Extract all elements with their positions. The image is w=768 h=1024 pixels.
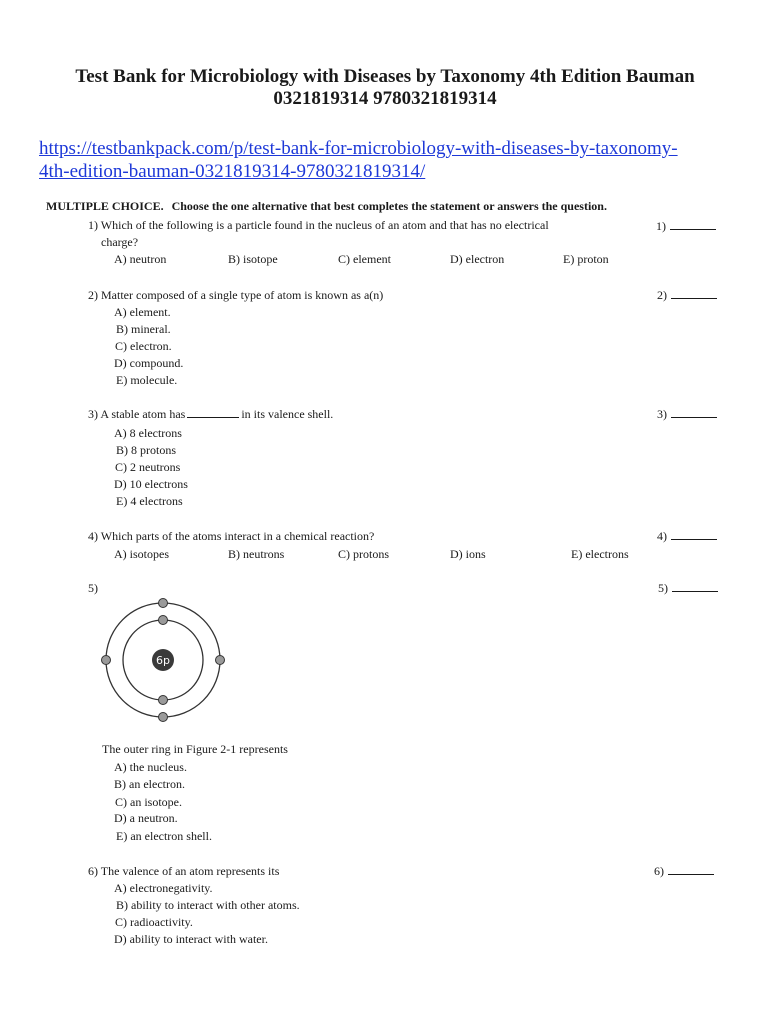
question-2-text [88,288,383,302]
source-link[interactable] [39,137,729,183]
option[interactable]: B) an electron. [114,777,185,791]
answer-blank-5[interactable] [658,581,718,596]
question-stem-start: A stable atom has [100,407,186,421]
source-link-line-2: 4th-edition-bauman-0321819314-9780321819314/ [39,161,426,182]
question-number: 1) [88,218,98,232]
option[interactable]: C) an isotope. [115,795,182,809]
option[interactable]: B) isotope [228,252,278,266]
nucleus-label: 6p [156,654,170,667]
option[interactable]: E) molecule. [116,373,178,387]
section-title: MULTIPLE CHOICE. [46,199,164,213]
title-line-2: 0321819314 9780321819314 [273,88,497,109]
atom-diagram-figure [100,592,230,722]
electron [102,656,111,665]
question-stem-end: in its valence shell. [241,407,334,421]
question-6-text [88,864,279,878]
option[interactable]: B) neutrons [228,547,285,561]
question-1-text-cont: charge? [101,235,139,249]
option[interactable]: C) 2 neutrons [115,460,181,474]
question-number: 3) [88,407,98,421]
nucleus [152,649,174,671]
electron [216,656,225,665]
electron [159,696,168,705]
question-stem: Which of the following is a particle found in the nucleus of an atom and that has no electrical [100,218,549,232]
option[interactable]: C) electron. [115,339,172,353]
question-number: 2) [88,288,98,302]
option[interactable]: D) 10 electrons [114,477,188,491]
inline-blank [187,407,239,418]
option[interactable]: E) an electron shell. [116,829,212,843]
question-3-text [88,407,333,421]
answer-line [670,219,716,230]
answer-line [671,288,717,299]
option[interactable]: D) electron [450,252,505,266]
answer-line [671,407,717,418]
document-title [40,66,730,110]
option[interactable]: E) proton [563,252,609,266]
answer-blank-4[interactable] [657,529,717,544]
question-number: 4) [88,529,98,543]
question-4-text [88,529,374,543]
answer-line [672,581,718,592]
section-heading [46,199,607,214]
question-number: 6) [88,864,98,878]
question-stem: The valence of an atom represents its [100,864,280,878]
option[interactable]: A) the nucleus. [114,760,187,774]
answer-number: 3) [657,407,667,421]
option[interactable]: E) electrons [571,547,629,561]
question-stem: Which parts of the atoms interact in a chemical reaction? [100,529,375,543]
section-instructions: Choose the one alternative that best completes the statement or answers the question. [171,199,607,213]
electron [159,599,168,608]
answer-line [671,529,717,540]
electron [159,713,168,722]
option[interactable]: C) radioactivity. [115,915,193,929]
answer-blank-6[interactable] [654,864,714,879]
answer-blank-1[interactable] [656,219,716,234]
answer-blank-2[interactable] [657,288,717,303]
option[interactable]: C) protons [338,547,389,561]
answer-number: 5) [658,581,668,595]
option[interactable]: D) ability to interact with water. [114,932,268,946]
answer-number: 1) [656,219,666,233]
answer-number: 4) [657,529,667,543]
question-1-text [88,218,549,232]
answer-number: 2) [657,288,667,302]
option[interactable]: D) ions [450,547,486,561]
source-link-line-1: https://testbankpack.com/p/test-bank-for-microbiology-with-diseases-by-taxonomy- [39,138,678,159]
electron [159,616,168,625]
option[interactable]: B) mineral. [116,322,171,336]
question-5-stem: The outer ring in Figure 2-1 represents [102,742,288,756]
option[interactable]: B) ability to interact with other atoms. [116,898,300,912]
question-stem: Matter composed of a single type of atom is known as a(n) [101,288,384,302]
option[interactable]: E) 4 electrons [116,494,183,508]
option[interactable]: B) 8 protons [116,443,176,457]
option[interactable]: A) electronegativity. [114,881,213,895]
option[interactable]: A) neutron [114,252,167,266]
option[interactable]: A) 8 electrons [114,426,182,440]
title-line-1: Test Bank for Microbiology with Diseases by Taxonomy 4th Edition Bauman [75,66,695,87]
answer-line [668,864,714,875]
answer-blank-3[interactable] [657,407,717,422]
option[interactable]: D) compound. [114,356,184,370]
answer-number: 6) [654,864,664,878]
question-5-number: 5) [88,581,98,595]
option[interactable]: A) isotopes [114,547,169,561]
option[interactable]: C) element [338,252,391,266]
option[interactable]: A) element. [114,305,171,319]
option[interactable]: D) a neutron. [114,811,178,825]
